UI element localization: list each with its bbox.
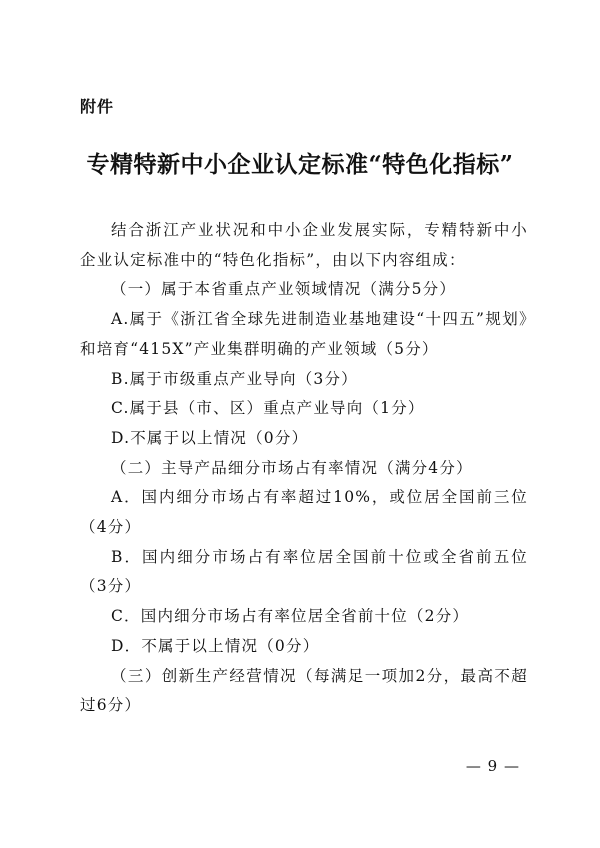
document-body bbox=[80, 216, 528, 721]
list-item: C.属于县（市、区）重点产业导向（1分） bbox=[111, 399, 425, 418]
list-item: D．不属于以上情况（0分） bbox=[111, 636, 320, 655]
list-item: B.属于市级重点产业导向（3分） bbox=[111, 369, 358, 388]
list-item: B．国内细分市场占有率位居全国前十位或全省前五位（3分） bbox=[80, 547, 528, 596]
section-heading-2: （二）主导产品细分市场占有率情况（满分4分） bbox=[111, 458, 473, 477]
page-number: — 9 — bbox=[465, 757, 520, 775]
list-item: C．国内细分市场占有率位居全省前十位（2分） bbox=[111, 607, 470, 626]
list-item: A．国内细分市场占有率超过10%，或位居全国前三位（4分） bbox=[80, 488, 528, 537]
attachment-label: 附件 bbox=[80, 97, 115, 116]
list-item: A.属于《浙江省全球先进制造业基地建设“十四五”规划》和培育“415X”产业集群明确的产业领域（5分） bbox=[80, 310, 528, 358]
list-item: D.不属于以上情况（0分） bbox=[111, 428, 309, 447]
document-title: 专精特新中小企业认定标准“特色化指标” bbox=[86, 151, 514, 178]
section-heading-1: （一）属于本省重点产业领域情况（满分5分） bbox=[111, 280, 457, 299]
section-heading-3: （三）创新生产经营情况（每满足一项加2分，最高不超过6分） bbox=[80, 666, 528, 715]
intro-paragraph: 结合浙江产业状况和中小企业发展实际，专精特新中小企业认定标准中的“特色化指标”，由以下内容组成： bbox=[80, 221, 528, 269]
